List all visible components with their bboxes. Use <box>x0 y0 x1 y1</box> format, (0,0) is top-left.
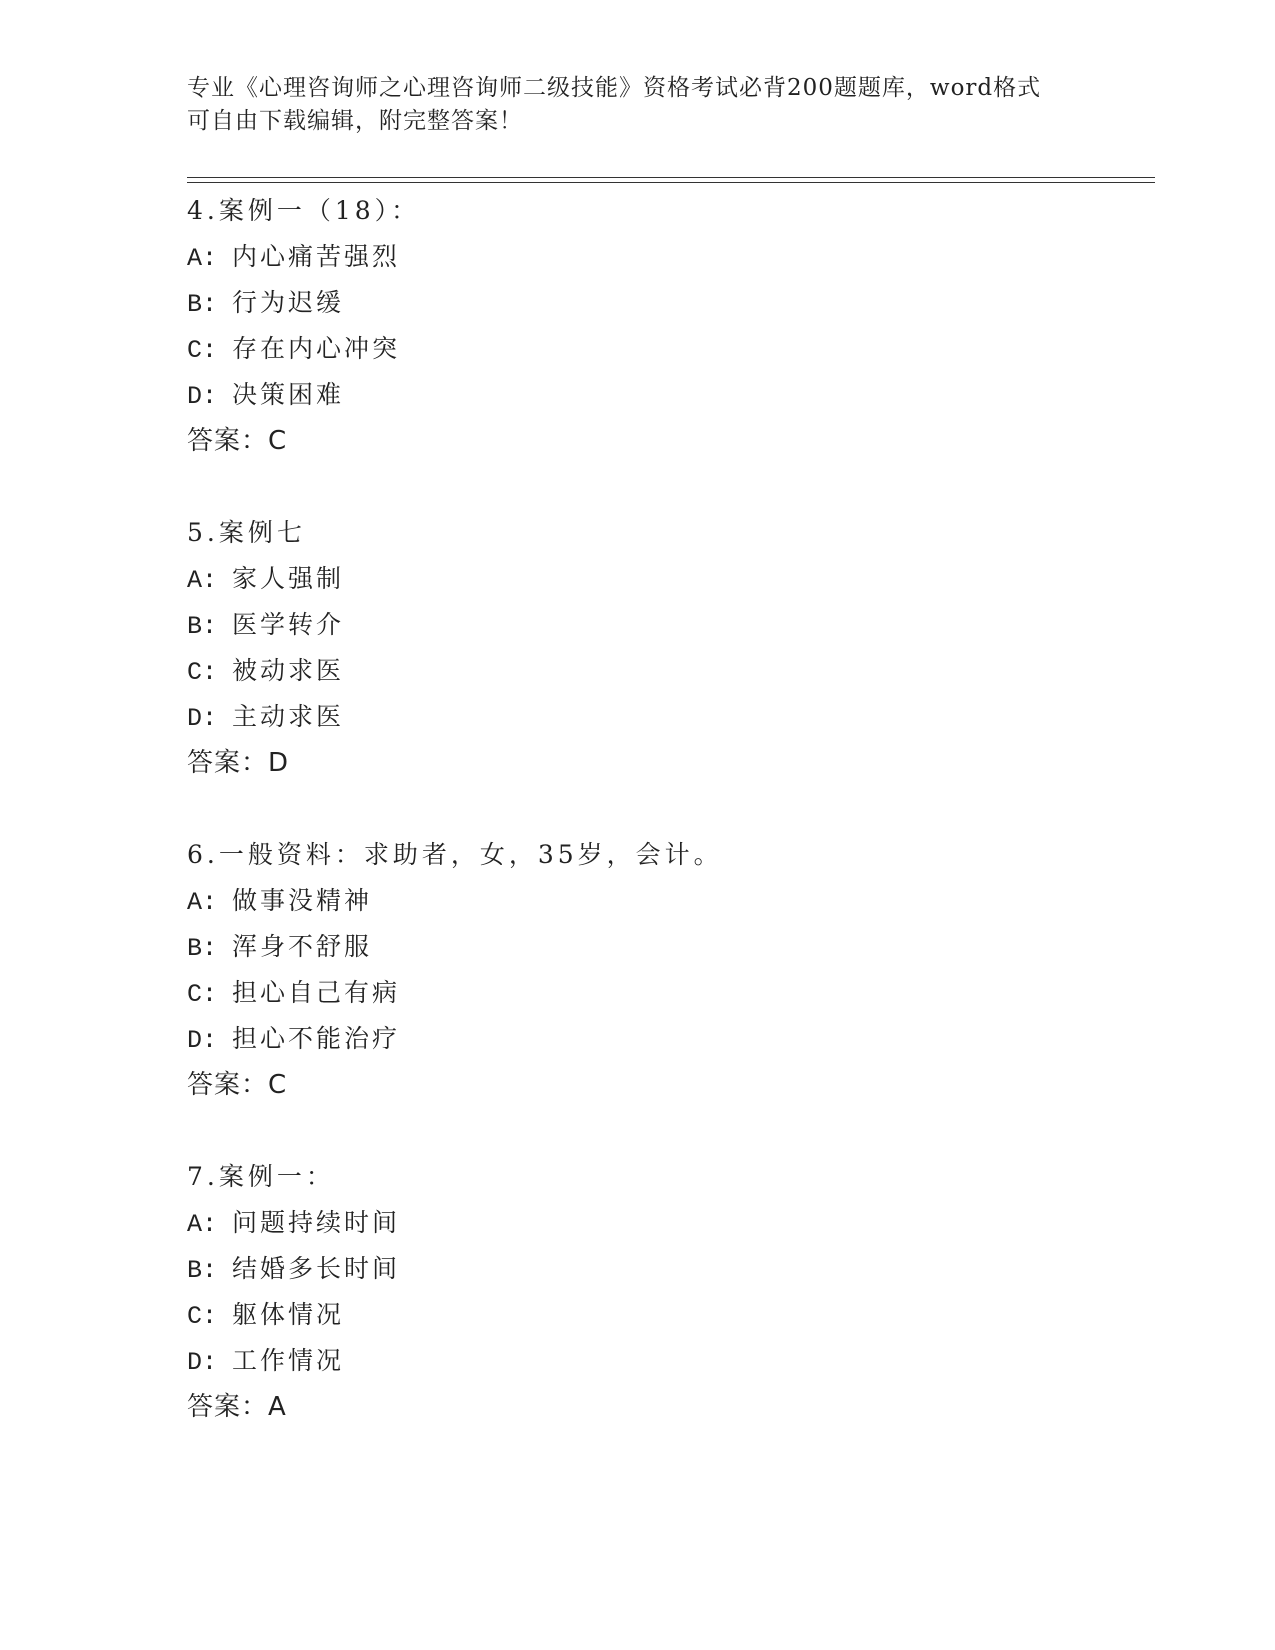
header-line-1: 专业《心理咨询师之心理咨询师二级技能》资格考试必背200题题库，word格式 <box>187 75 1042 101</box>
option-text: 内心痛苦强烈 <box>232 242 401 271</box>
option-text: 存在内心冲突 <box>232 334 401 363</box>
answer-line <box>187 418 1147 464</box>
option-row <box>187 924 1147 970</box>
option-letter: A: <box>187 1210 218 1239</box>
option-row <box>187 602 1147 648</box>
question-list <box>187 188 1147 1476</box>
option-row <box>187 372 1147 418</box>
question-title: 6.一般资料：求助者，女，35岁，会计。 <box>187 840 723 869</box>
option-row <box>187 326 1147 372</box>
option-text: 决策困难 <box>232 380 345 409</box>
option-row <box>187 970 1147 1016</box>
answer-value: A <box>268 1392 286 1422</box>
option-letter: B: <box>187 290 218 319</box>
option-row <box>187 1016 1147 1062</box>
option-text: 被动求医 <box>232 656 345 685</box>
header-line-2: 可自由下载编辑，附完整答案！ <box>187 108 523 134</box>
option-row <box>187 878 1147 924</box>
option-row <box>187 1292 1147 1338</box>
option-letter: D: <box>187 382 218 411</box>
option-row <box>187 1246 1147 1292</box>
option-row <box>187 694 1147 740</box>
question-item <box>187 832 1147 1108</box>
option-letter: C: <box>187 1302 218 1331</box>
answer-label: 答案： <box>187 748 269 778</box>
option-text: 问题持续时间 <box>232 1208 401 1237</box>
option-text: 工作情况 <box>232 1346 345 1375</box>
option-row <box>187 1338 1147 1384</box>
answer-value: C <box>268 426 287 456</box>
answer-label: 答案： <box>187 1070 269 1100</box>
question-item <box>187 188 1147 464</box>
option-letter: C: <box>187 980 218 1009</box>
option-letter: A: <box>187 888 218 917</box>
option-row <box>187 648 1147 694</box>
question-title: 7.案例一： <box>187 1162 335 1191</box>
answer-line <box>187 740 1147 786</box>
option-row <box>187 234 1147 280</box>
answer-value: C <box>268 1070 287 1100</box>
option-letter: B: <box>187 934 218 963</box>
document-header <box>187 72 1067 138</box>
option-text: 躯体情况 <box>232 1300 345 1329</box>
option-text: 家人强制 <box>232 564 345 593</box>
option-text: 做事没精神 <box>232 886 373 915</box>
question-item <box>187 510 1147 786</box>
option-text: 担心自己有病 <box>232 978 401 1007</box>
option-letter: C: <box>187 336 218 365</box>
answer-line <box>187 1384 1147 1430</box>
option-text: 浑身不舒服 <box>232 932 373 961</box>
option-letter: B: <box>187 1256 218 1285</box>
option-text: 行为迟缓 <box>232 288 345 317</box>
option-letter: B: <box>187 612 218 641</box>
header-divider-bottom <box>187 182 1155 183</box>
answer-label: 答案： <box>187 1392 269 1422</box>
question-title: 5.案例七 <box>187 518 306 547</box>
option-letter: D: <box>187 1026 218 1055</box>
option-text: 结婚多长时间 <box>232 1254 401 1283</box>
option-letter: D: <box>187 1348 218 1377</box>
option-text: 主动求医 <box>232 702 345 731</box>
option-letter: C: <box>187 658 218 687</box>
answer-line <box>187 1062 1147 1108</box>
answer-value: D <box>268 748 289 778</box>
option-row <box>187 1200 1147 1246</box>
option-row <box>187 556 1147 602</box>
question-title: 4.案例一（18）： <box>187 196 421 225</box>
option-letter: D: <box>187 704 218 733</box>
question-item <box>187 1154 1147 1430</box>
option-text: 担心不能治疗 <box>232 1024 401 1053</box>
option-letter: A: <box>187 566 218 595</box>
option-letter: A: <box>187 244 218 273</box>
answer-label: 答案： <box>187 426 269 456</box>
option-row <box>187 280 1147 326</box>
option-text: 医学转介 <box>232 610 345 639</box>
header-divider-top <box>187 177 1155 178</box>
